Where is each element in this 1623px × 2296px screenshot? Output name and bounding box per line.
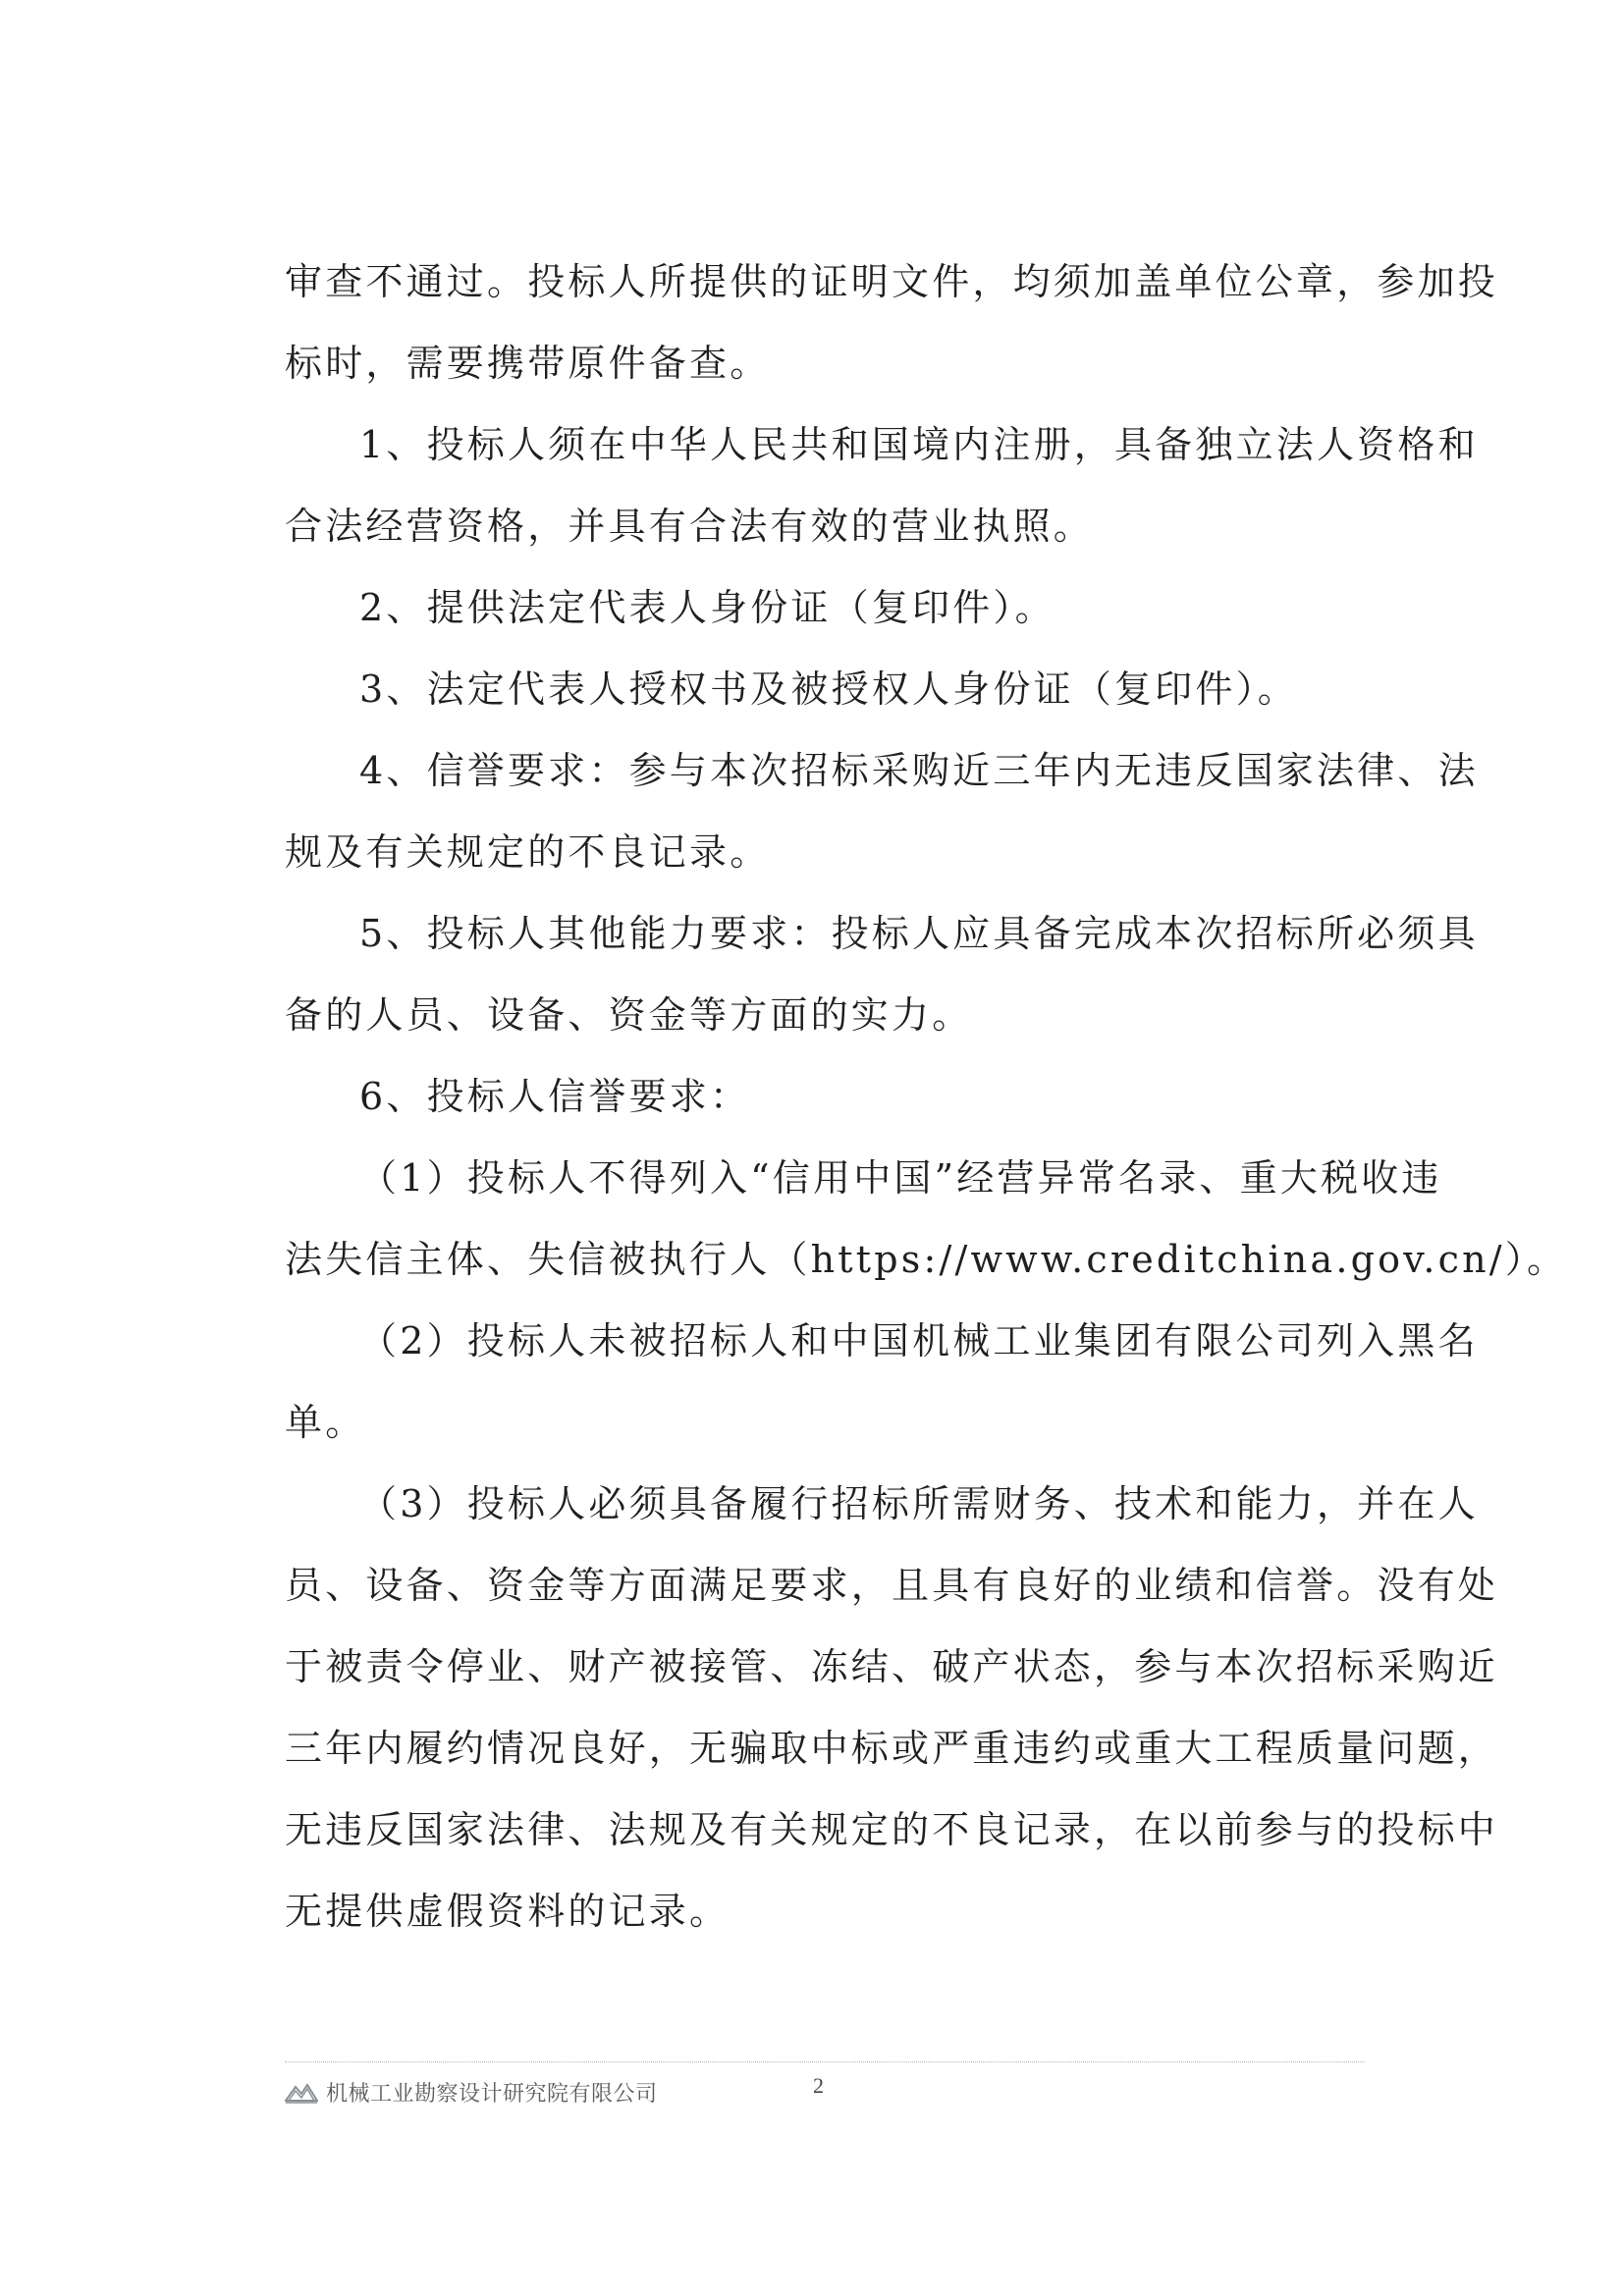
clause-4: 4、信誉要求：参与本次招标采购近三年内无违反国家法律、法 [359, 749, 1479, 792]
text-line: 合法经营资格，并具有合法有效的营业执照。 [285, 505, 1095, 548]
clause-3: 3、法定代表人授权书及被授权人身份证（复印件）。 [359, 667, 1298, 711]
clause-1: 1、投标人须在中华人民共和国境内注册，具备独立法人资格和 [359, 423, 1479, 466]
page-footer [285, 2061, 1365, 2109]
clause-2: 2、提供法定代表人身份证（复印件）。 [359, 586, 1055, 629]
footer-row [285, 2074, 1365, 2109]
organization-name: 机械工业勘察设计研究院有限公司 [326, 2081, 658, 2107]
text-line: 三年内履约情况良好，无骗取中标或严重违约或重大工程质量问题， [285, 1727, 1499, 1770]
text-line: 于被责令停业、财产被接管、冻结、破产状态，参与本次招标采购近 [285, 1645, 1499, 1688]
footer-divider [285, 2061, 1365, 2062]
text-line: 无违反国家法律、法规及有关规定的不良记录，在以前参与的投标中 [285, 1808, 1499, 1851]
text-line: 备的人员、设备、资金等方面的实力。 [285, 993, 973, 1037]
clause-6: 6、投标人信誉要求： [359, 1075, 751, 1118]
text-line: 法失信主体、失信被执行人（https://www.creditchina.gov.cn/）。 [285, 1238, 1568, 1281]
text-line: 员、设备、资金等方面满足要求，且具有良好的业绩和信誉。没有处 [285, 1564, 1499, 1607]
text-line: 审查不通过。投标人所提供的证明文件，均须加盖单位公章，参加投 [285, 260, 1499, 303]
text-line: 单。 [285, 1401, 366, 1444]
text-line: 无提供虚假资料的记录。 [285, 1890, 730, 1933]
subclause-2: （2）投标人未被招标人和中国机械工业集团有限公司列入黑名 [359, 1319, 1479, 1362]
subclause-3: （3）投标人必须具备履行招标所需财务、技术和能力，并在人 [359, 1482, 1479, 1525]
text-line: 标时，需要携带原件备查。 [285, 342, 771, 385]
mountain-logo-icon [285, 2079, 318, 2105]
text-line: 规及有关规定的不良记录。 [285, 830, 771, 874]
clause-5: 5、投标人其他能力要求：投标人应具备完成本次招标所必须具 [359, 912, 1479, 955]
document-body [285, 241, 1568, 1952]
subclause-1: （1）投标人不得列入“信用中国”经营异常名录、重大税收违 [359, 1156, 1442, 1200]
page-number: 2 [813, 2073, 824, 2098]
